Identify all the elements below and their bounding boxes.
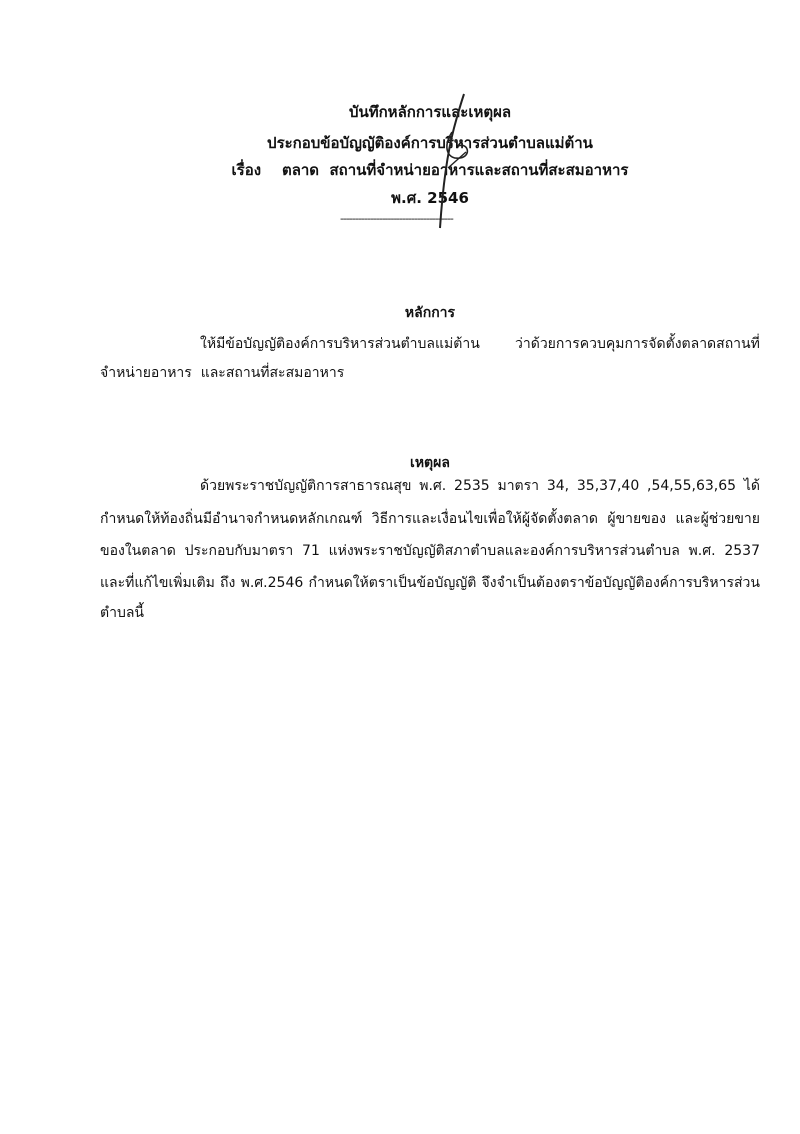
signature-mark xyxy=(418,88,488,238)
principle-text-1a: ให้มีข้อบัญญัติองค์การบริหารส่วนตำบลแม่ต้าน xyxy=(200,336,480,352)
principle-text-1b: ว่าด้วยการควบคุมการจัดตั้งตลาดสถานที่ xyxy=(515,336,760,352)
document-title: บันทึกหลักการและเหตุผล xyxy=(348,103,512,121)
reason-text-1: ด้วยพระราชบัญญัติการสาธารณสุข พ.ศ. 2535 มาตรา 34, 35,37,40 ,54,55,63,65 ได้ xyxy=(200,478,760,494)
header-separator: -------------------------------------- xyxy=(340,212,453,224)
document-year: พ.ศ. 2546 xyxy=(391,189,469,207)
principle-heading: หลักการ xyxy=(404,305,456,321)
reason-text-3: ของในตลาด ประกอบกับมาตรา 71 แห่งพระราชบัญญัติสภาตำบลและองค์การบริหารส่วนตำบล พ.ศ. 2537 xyxy=(100,543,760,559)
reason-text-5: ตำบลนี้ xyxy=(100,605,144,621)
reason-heading: เหตุผล xyxy=(410,455,450,471)
document-subject: เรื่อง ตลาด สถานที่จำหน่ายอาหารและสถานที่สะสมอาหาร xyxy=(231,161,629,179)
document-subtitle: ประกอบข้อบัญญัติองค์การบริหารส่วนตำบลแม่ต้าน xyxy=(267,134,593,152)
reason-text-2: กำหนดให้ท้องถิ่นมีอำนาจกำหนดหลักเกณฑ์ วิธีการและเงื่อนไขเพื่อให้ผู้จัดตั้งตลาด ผู้ขายของ และผู้ช่วยขาย xyxy=(100,511,760,527)
principle-text-2: จำหน่ายอาหาร และสถานที่สะสมอาหาร xyxy=(100,365,345,381)
reason-text-4: และที่แก้ไขเพิ่มเติม ถึง พ.ศ.2546 กำหนดให้ตราเป็นข้อบัญญัติ จึงจำเป็นต้องตราข้อบัญญัติองค์การบริหารส่วน xyxy=(100,575,760,591)
